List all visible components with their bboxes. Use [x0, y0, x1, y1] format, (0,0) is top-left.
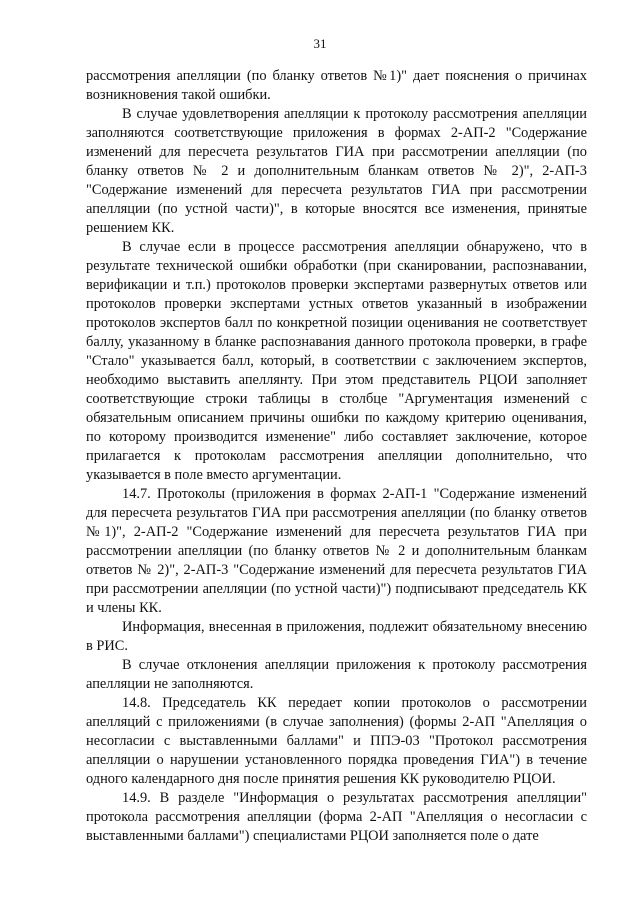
paragraph-appeal-satisfied: В случае удовлетворения апелляции к протоколу рассмотрения апелляции заполняются соответствующие приложения в формах 2-АП-2 "Содержание изменений для пересчета результатов ГИА при рассмотрении апелляции (по бланку ответов № 2 и дополнительным бланкам ответов № 2)", 2-АП-3 "Содержание изменений для пересчета результатов ГИА при рассмотрении апелляции (по устной части)", в которые вносятся все изменения, принятые решением КК.: [86, 106, 587, 236]
paragraph-continuation: рассмотрения апелляции (по бланку ответов №1)" дает пояснения о причинах возникновения такой ошибки.: [86, 68, 587, 103]
paragraph-14-7: 14.7. Протоколы (приложения в формах 2-АП-1 "Содержание изменений для пересчета результатов ГИА при рассмотрения апелляции (по бланку ответов №1)", 2-АП-2 "Содержание изменений для пересчета результатов ГИА при рассмотрении апелляции (по бланку ответов № 2 и дополнительным бланкам ответов № 2)", 2-АП-3 "Содержание изменений для пересчета результатов ГИА при рассмотрении апелляции (по устной части)") подписывают председатель КК и члены КК.: [86, 486, 587, 616]
paragraph-appeal-rejected: В случае отклонения апелляции приложения к протоколу рассмотрения апелляции не заполняются.: [86, 657, 587, 692]
paragraph-14-9: 14.9. В разделе "Информация о результатах рассмотрения апелляции" протокола рассмотрения апелляции (форма 2-АП "Апелляция о несогласии с выставленными баллами") специалистами РЦОИ заполняется поле о дате: [86, 790, 587, 844]
paragraph-ris-info: Информация, внесенная в приложения, подлежит обязательному внесению в РИС.: [86, 619, 587, 654]
paragraph-14-8: 14.8. Председатель КК передает копии протоколов о рассмотрении апелляций с приложениями (в случае заполнения) (формы 2-АП "Апелляция о несогласии с выставленными баллами" и ППЭ-03 "Протокол рассмотрения апелляции о нарушении установленного порядка проведения ГИА") в течение одного календарного дня после принятия решения КК руководителю РЦОИ.: [86, 695, 587, 787]
page-number: 31: [313, 36, 327, 51]
paragraph-technical-error: В случае если в процессе рассмотрения апелляции обнаружено, что в результате технической ошибки обработки (при сканировании, распознавании, верификации и т.п.) протоколов проверки экспертами развернутых ответов или протоколов проверки экспертами устных ответов указанный в изображении протоколов экспертов балл по конкретной позиции оценивания не соответствует баллу, указанному в бланке распознавания данного протокола проверки, в графе "Стало" указывается балл, который, в соответствии с заключением экспертов, необходимо выставить апеллянту. При этом представитель РЦОИ заполняет соответствующие строки таблицы в столбце "Аргументация изменений с обязательным описанием причины ошибки по каждому критерию оценивания, по которому производится изменение" либо составляет заключение, которое прилагается к протоколам рассмотрения апелляции дополнительно, что указывается в поле вместо аргументации.: [86, 239, 587, 483]
body-text: [86, 67, 587, 846]
